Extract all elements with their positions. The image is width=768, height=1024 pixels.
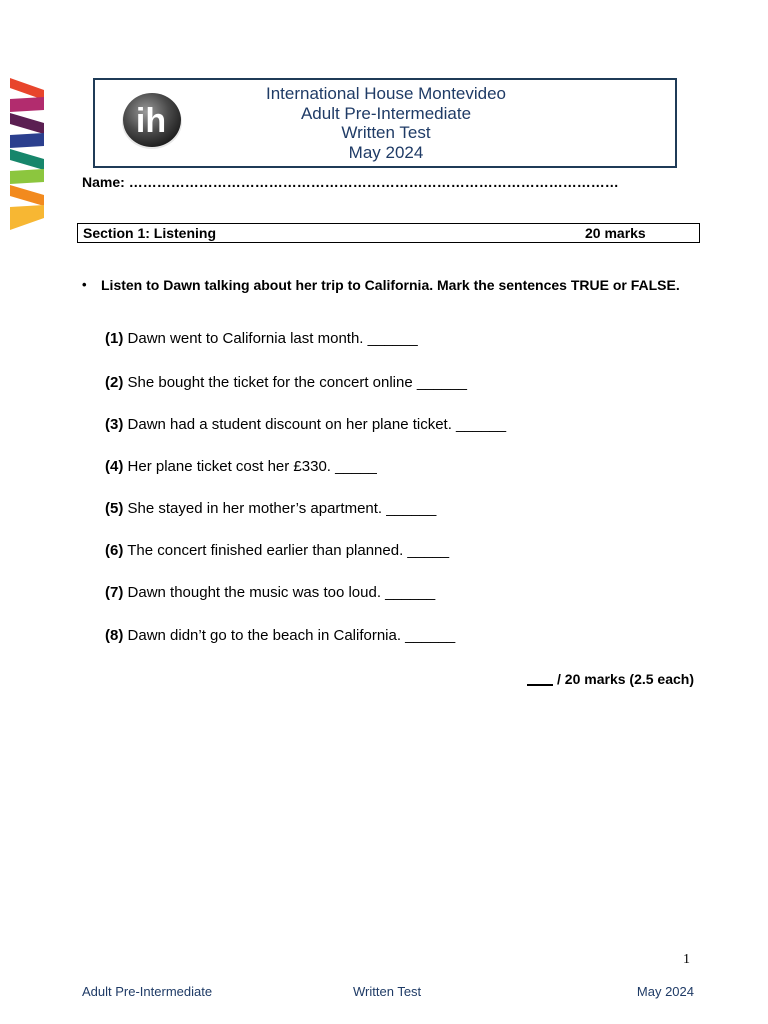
question-7[interactable] [105,584,435,601]
question-number: (7) [105,584,124,601]
page-number: 1 [683,952,690,967]
question-number: (2) [105,374,124,391]
question-4[interactable] [105,458,377,475]
total-marks-text: / 20 marks (2.5 each) [557,671,694,687]
question-3[interactable] [105,416,506,433]
ribbon-stripe-3 [10,113,44,134]
footer-center: Written Test [353,984,422,999]
bullet-icon: • [82,277,87,292]
question-text: The concert finished earlier than planned. _____ [127,542,450,559]
question-text: Dawn thought the music was too loud. ______ [127,584,436,601]
name-label: Name: [82,174,125,190]
question-number: (5) [105,500,124,517]
school-name: International House Montevideo [265,84,507,103]
test-type: Written Test [341,123,431,142]
test-date: May 2024 [348,142,424,162]
question-6[interactable] [105,542,449,559]
section-heading [77,223,700,243]
score-blank[interactable] [527,684,553,686]
ribbon-stripe-4 [10,133,44,148]
instruction [82,276,694,294]
question-5[interactable] [105,500,436,517]
footer-right: May 2024 [636,984,694,999]
ribbon-stripe-7 [10,185,44,206]
footer-left: Adult Pre-Intermediate [82,984,213,999]
question-1[interactable] [105,330,418,347]
question-number: (6) [105,542,124,559]
question-8[interactable] [105,627,455,644]
instruction-text: Listen to Dawn talking about her trip to California. Mark the sentences TRUE or FALSE. [101,277,680,293]
total-marks [527,671,694,687]
question-text: Dawn had a student discount on her plane ticket. ______ [127,416,507,433]
question-text: Dawn didn’t go to the beach in California. ______ [127,627,456,644]
ribbon-stripe-8 [10,205,44,230]
logo-text: ih [135,102,167,140]
ribbon-stripe-5 [10,149,44,170]
ribbon-stripe-1 [10,78,44,100]
question-2[interactable] [105,374,467,391]
question-text: Dawn went to California last month. ______ [127,330,418,347]
ribbon-stripe-2 [10,97,44,112]
ih-logo [120,90,186,150]
section-marks: 20 marks [585,225,646,241]
question-number: (3) [105,416,124,433]
question-number: (1) [105,330,124,347]
name-dots: …………………………………………………………………………………………… [128,174,619,190]
question-number: (8) [105,627,124,644]
section-title: Section 1: Listening [83,225,217,241]
question-text: She stayed in her mother’s apartment. ______ [127,500,437,517]
ribbon-decoration [10,78,46,232]
ribbon-stripe-6 [10,169,44,184]
name-field[interactable] [82,174,619,190]
question-number: (4) [105,458,124,475]
question-text: Her plane ticket cost her £330. _____ [127,458,377,475]
course-level: Adult Pre-Intermediate [300,103,472,123]
question-text: She bought the ticket for the concert online ______ [127,374,467,391]
header-title-block [200,84,572,162]
